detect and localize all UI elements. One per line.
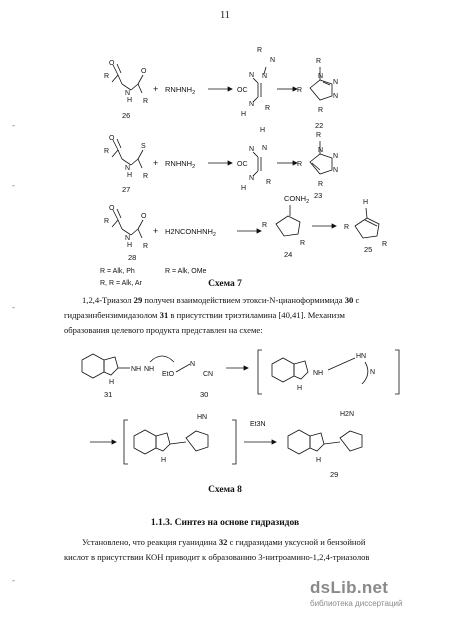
svg-text:N: N [249,72,255,79]
svg-text:N: N [318,73,324,80]
svg-text:H: H [363,199,369,206]
svg-text:R: R [297,161,303,168]
svg-text:R: R [104,148,110,155]
svg-text:N: N [333,79,339,86]
svg-text:R: R [318,107,324,114]
svg-text:EtO: EtO [162,371,175,378]
reagent-semicarbazide: $H2NCONHNH_2$ [165,227,216,238]
svg-text:R: R [300,240,306,247]
svg-text:H2N: H2N [340,411,355,418]
svg-text:R: R [143,98,149,105]
compound-27 [104,135,148,194]
label-31: 31 [104,390,113,399]
svg-text:+: + [153,158,159,168]
svg-text:R: R [262,222,268,229]
svg-text:N: N [333,153,339,160]
note-r3: R = Alk, OMe [165,268,207,275]
svg-text:O: O [141,68,147,75]
svg-text:CONH2: $CONH_2$ [284,194,310,205]
svg-text:N: N [333,167,339,174]
label-23: 23 [314,191,323,200]
label-25: 25 [364,245,373,254]
svg-text:N: N [125,165,131,172]
paragraph-2: Установлено, что реакция гуанидина 32 с гидразидами уксусной и бензойной кислот в присутствии КОН приводит к образованию 3-нитроамино-1,2,4-триазолов [64,537,370,562]
svg-text:R: R [104,218,110,225]
svg-text:O: O [109,205,115,212]
compound-28 [104,205,148,262]
svg-text:R: R [143,243,149,250]
svg-text:R: R [382,241,388,248]
svg-text:N: N [249,101,255,108]
triazole-24 [262,194,309,259]
svg-text:H: H [316,457,322,464]
label-22: 22 [315,121,324,130]
svg-text:OC: OC [237,161,248,168]
watermark-logo: dsLib.net [310,578,389,597]
triazole-23 [297,132,338,200]
svg-text:H: H [109,379,115,386]
svg-text:S: S [141,143,146,150]
margin-mark: - [12,180,15,190]
svg-text:H: H [241,111,247,118]
scheme-8-figure [0,342,450,482]
margin-mark: - [12,120,15,130]
compound-26 [104,60,148,120]
svg-text:N: N [262,73,268,80]
svg-text:NH: NH [313,370,324,377]
svg-text:R: R [266,179,272,186]
svg-text:H: H [241,185,247,192]
scheme-7-caption: Схема 7 [208,279,242,289]
label-28: 28 [128,253,137,262]
svg-text:R: R [316,58,322,65]
svg-text:O: O [109,135,115,142]
svg-text:N: N [249,175,255,182]
svg-text:N: N [249,146,255,153]
svg-text:N: N [333,93,339,100]
svg-text:H: H [297,385,303,392]
svg-text:N: N [190,361,196,368]
svg-text:R: R [265,105,271,112]
label-27: 27 [122,185,131,194]
watermark [310,578,450,608]
margin-mark: - [12,575,15,585]
svg-text:H: H [260,127,266,134]
svg-text:R: R [318,181,324,188]
svg-text:N: N [125,90,131,97]
reagent-rnhnh2-2: $RNHNH_2$ [165,159,196,170]
paragraph-1: 1,2,4-Триазол 29 получен взаимодействием этокси-N-цианоформимида 30 с гидразинбензимидазолом 31 в присутствии триэтиламина [40,41]. Механизм образования целевого продукта представлен на схеме: [64,295,360,335]
reagent-et3n: Et3N [250,421,266,428]
intermediate-2 [237,127,271,192]
triazole-25 [344,199,387,254]
reagent-rnhnh2-1: $RNHNH_2$ [165,85,196,96]
svg-text:+: + [153,226,159,236]
label-26: 26 [122,111,131,120]
svg-text:N: N [125,235,131,242]
svg-text:R: R [344,224,350,231]
section-heading: 1.1.3. Синтез на основе гидразидов [150,518,300,528]
svg-text:H: H [127,97,133,104]
compound-31 [82,354,154,399]
svg-text:N: N [370,369,376,376]
scheme-7-figure [0,20,450,290]
svg-text:R: R [143,173,149,180]
intermediate-1 [237,47,275,118]
compound-29 [288,411,362,479]
label-29: 29 [330,470,339,479]
svg-text:H: H [161,457,167,464]
svg-text:N: N [318,147,324,154]
svg-text:CN: CN [203,371,214,378]
svg-text:N: N [262,145,268,152]
page-number: 11 [220,10,230,21]
triazole-22 [297,58,338,130]
svg-text:O: O [141,213,147,220]
margin-mark: - [12,302,15,312]
svg-text:H: H [127,242,133,249]
note-r: R = Alk, Ph [100,268,135,275]
svg-text:O: O [109,60,115,67]
svg-text:R: R [297,87,303,94]
svg-text:R: R [316,132,322,139]
watermark-subtitle: библиотека диссертаций [310,599,403,608]
svg-text:NH: NH [144,366,155,373]
label-24: 24 [284,250,293,259]
svg-text:OC: OC [237,87,248,94]
svg-text:N: N [270,57,276,64]
svg-text:HN: HN [356,353,367,360]
svg-text:NH: NH [131,366,142,373]
scheme-8-caption: Схема 8 [208,485,242,495]
svg-text:R: R [104,73,110,80]
svg-text:H: H [127,172,133,179]
svg-text:HN: HN [197,414,208,421]
note-r1r2: R, R = Alk, Ar [100,280,142,287]
label-30: 30 [200,390,209,399]
svg-text:R: R [257,47,263,54]
compound-30 [162,361,213,399]
svg-text:+: + [153,84,159,94]
